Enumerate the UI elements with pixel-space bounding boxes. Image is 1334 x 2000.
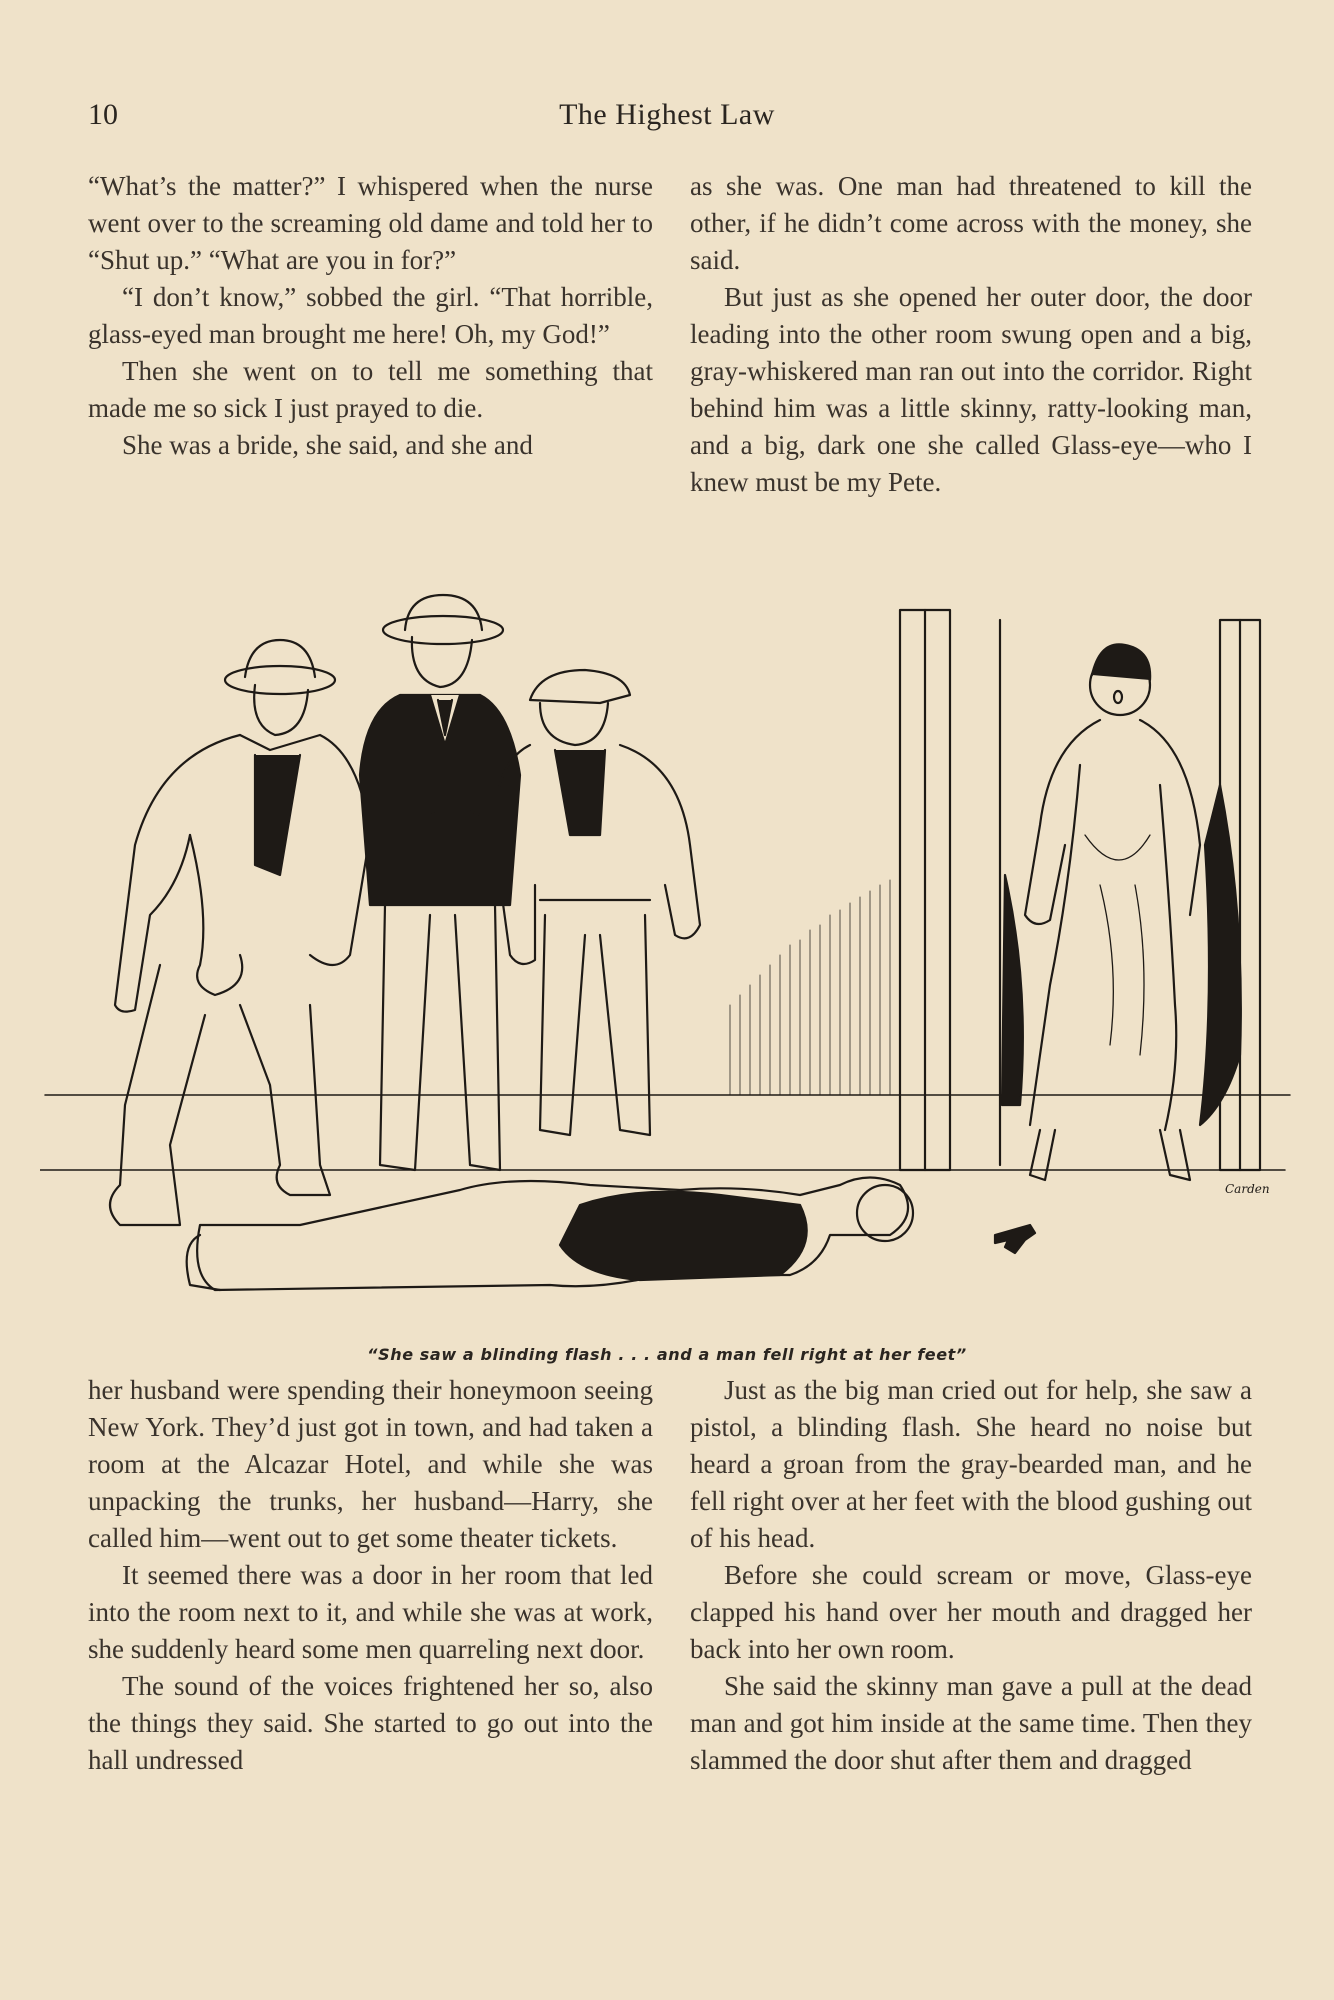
text-column-bottom-right bbox=[690, 1372, 1252, 1779]
paragraph: “What’s the matter?” I whispered when the nurse went over to the screaming old dame and told her to “Shut up.” “What are you in for?” bbox=[88, 171, 653, 275]
paragraph: Before she could scream or move, Glass-eye clapped his hand over her mouth and dragged her back into her own room. bbox=[690, 1560, 1252, 1664]
text-column-top-left bbox=[88, 168, 653, 464]
paragraph: Then she went on to tell me something that made me so sick I just prayed to die. bbox=[88, 356, 653, 423]
text-column-bottom-left bbox=[88, 1372, 653, 1779]
paragraph: She said the skinny man gave a pull at the dead man and got him inside at the same time. Then they slammed the door shut after them and dragged bbox=[690, 1671, 1252, 1775]
paragraph: “I don’t know,” sobbed the girl. “That horrible, glass-eyed man brought me here! Oh, my God!” bbox=[88, 282, 653, 349]
paragraph: She was a bride, she said, and she and bbox=[122, 430, 533, 460]
story-illustration bbox=[40, 585, 1300, 1330]
paragraph: Just as the big man cried out for help, she saw a pistol, a blinding flash. She heard no noise but heard a groan from the gray-bearded man, and he fell right over at her feet with the blood gushing out of his head. bbox=[690, 1375, 1252, 1553]
page-number: 10 bbox=[88, 98, 118, 131]
paragraph: It seemed there was a door in her room that led into the room next to it, and while she was at work, she suddenly heard some men quarreling next door. bbox=[88, 1560, 653, 1664]
text-column-top-right bbox=[690, 168, 1252, 501]
paragraph: But just as she opened her outer door, the door leading into the other room swung open and a big, gray-whiskered man ran out into the corridor. Right behind him was a little skinny, ratty-looking man, and a big, dark one she called Glass-eye—who I knew must be my Pete. bbox=[690, 282, 1252, 497]
running-title: The Highest Law bbox=[559, 98, 775, 131]
illustration-caption: “She saw a blinding flash . . . and a man fell right at her feet” bbox=[367, 1345, 967, 1364]
artist-signature: Carden bbox=[1225, 1182, 1270, 1196]
paragraph: her husband were spending their honeymoon seeing New York. They’d just got in town, and had taken a room at the Alcazar Hotel, and while she was unpacking the trunks, her husband—Harry, she called him—went out to get some theater tickets. bbox=[88, 1375, 653, 1553]
paragraph: The sound of the voices frightened her so, also the things they said. She started to go out into the hall undressed bbox=[88, 1671, 653, 1775]
paragraph: as she was. One man had threatened to kill the other, if he didn’t come across with the money, she said. bbox=[690, 171, 1252, 275]
